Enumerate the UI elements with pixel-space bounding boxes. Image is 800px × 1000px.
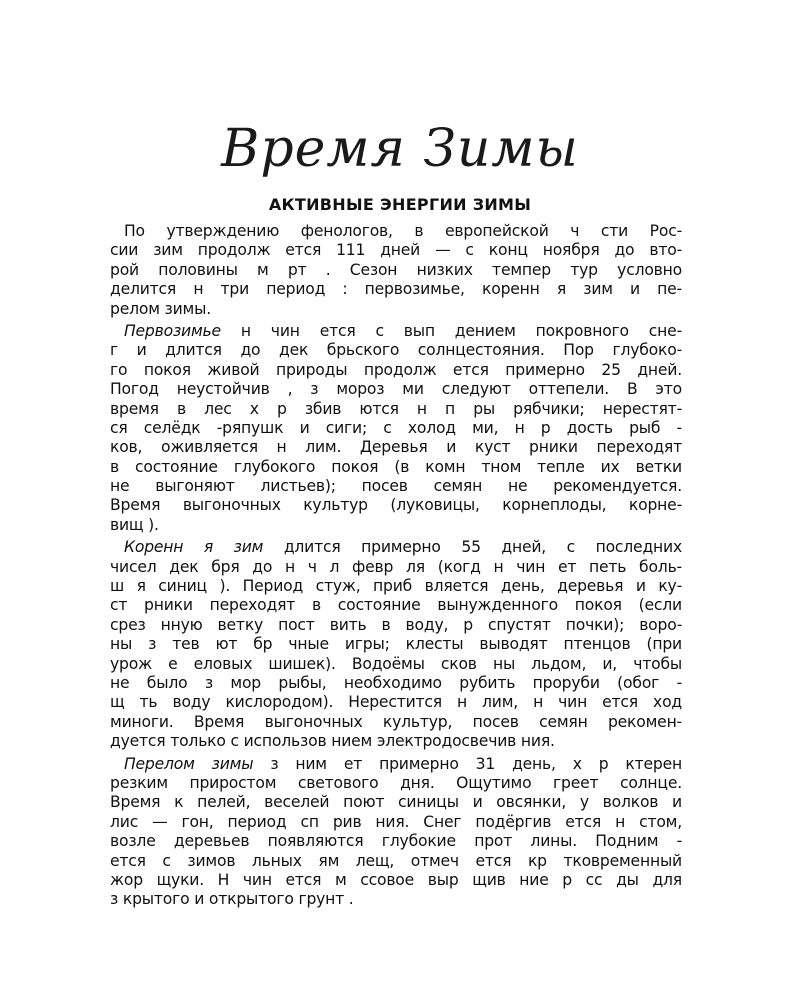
line-text: не выгоняют листьев); посев семян не рекомендуется. — [110, 477, 682, 496]
text-line — [110, 890, 682, 909]
text-line — [110, 813, 682, 832]
line-text: миноги. Время выгоночных культур, посев семян рекомен- — [110, 712, 682, 731]
line-text: Погод неустойчив , з мороз ми следуют оттепели. В это — [110, 380, 682, 399]
paragraph — [110, 222, 682, 319]
paragraph-term: Первозимье — [124, 321, 221, 340]
line-text: ков, оживляется н лим. Деревья и куст рники переходят — [110, 438, 682, 457]
line-text: ш я синиц ). Период стуж, приб вляется день, деревья и ку- — [110, 577, 682, 596]
line-text: релом зимы. — [110, 299, 211, 318]
line-text: рой половины м рт . Сезон низких темпер тур условно — [110, 260, 682, 279]
text-line — [110, 419, 682, 438]
text-line — [110, 635, 682, 654]
text-line — [110, 558, 682, 577]
line-text: По утверждению фенологов, в европейской ч сти Рос- — [124, 222, 682, 240]
line-text: дуется только с использов нием электродосвечив ния. — [110, 732, 555, 751]
chapter-title: Время Зимы — [221, 119, 579, 179]
text-line — [110, 793, 682, 812]
text-line — [110, 852, 682, 871]
paragraph — [110, 755, 682, 910]
text-line — [110, 713, 682, 732]
line-text: ся селёдк -ряпушк и сиги; с холод ми, н р дость рыб - — [110, 418, 682, 437]
line-text: резким приростом светового дня. Ощутимо греет солнце. — [110, 773, 682, 792]
text-line — [110, 400, 682, 419]
line-text: з ним ет примерно 31 день, х р ктерен — [253, 754, 682, 773]
text-line — [110, 361, 682, 380]
line-text: длится примерно 55 дней, с последних — [263, 538, 682, 557]
paragraph — [110, 538, 682, 751]
line-text: го покоя живой природы продолж ется примерно 25 дней. — [110, 360, 682, 379]
line-text: чисел дек бря до н ч л февр ля (когд н чин ет петь боль- — [110, 557, 682, 576]
text-line — [110, 538, 682, 557]
text-line — [110, 496, 682, 515]
line-text: ны з тев ют бр чные игры; клесты выводят птенцов (при — [110, 635, 682, 654]
paragraph — [110, 322, 682, 535]
line-text: время в лес х р збив ются н п ры рябчики; нерестят- — [110, 399, 682, 418]
line-text: з крытого и открытого грунт . — [110, 890, 354, 909]
line-text: Время выгоночных культур (луковицы, корнеплоды, корне- — [110, 496, 682, 515]
line-text: Время к пелей, веселей поют синицы и овсянки, у волков и — [110, 793, 682, 812]
text-line — [110, 516, 682, 535]
line-text: урож е еловых шишек). Водоёмы сков ны льдом, и, чтобы — [110, 654, 682, 673]
text-line — [110, 341, 682, 360]
paragraph-term: Перелом зимы — [124, 754, 254, 773]
text-line — [110, 832, 682, 851]
line-text: лис — гон, период сп рив ния. Снег подёргив ется н стом, — [110, 812, 682, 831]
body-text — [110, 222, 682, 913]
line-text: вищ ). — [110, 515, 159, 534]
line-text: в состояние глубокого покоя (в комн тном тепле их ветки — [110, 457, 682, 476]
line-text: не было з мор рыбы, необходимо рубить проруби (обог - — [110, 673, 682, 692]
line-text: н чин ется с вып дением покровного сне- — [220, 321, 682, 340]
text-line — [110, 616, 682, 635]
line-text: делится н три период : первозимье, коренн я зим и пе- — [110, 280, 682, 299]
text-line — [110, 577, 682, 596]
text-line — [110, 322, 682, 341]
text-line — [110, 458, 682, 477]
text-line — [110, 261, 682, 280]
text-line — [110, 477, 682, 496]
line-text: ст рники переходят в состояние вынужденного покоя (если — [110, 596, 682, 615]
section-heading: АКТИВНЫЕ ЭНЕРГИИ ЗИМЫ — [268, 195, 532, 214]
line-text: ется с зимов льных ям лещ, отмеч ется кр тковременный — [110, 851, 682, 870]
text-line — [110, 674, 682, 693]
text-line — [110, 871, 682, 890]
text-line — [110, 380, 682, 399]
text-line — [110, 596, 682, 615]
text-line — [110, 438, 682, 457]
line-text: жор щуки. Н чин ется м ссовое выр щив ние р сс ды для — [110, 870, 682, 889]
line-text: сии зим продолж ется 111 дней — с конц ноября до вто- — [110, 241, 682, 260]
text-line — [110, 774, 682, 793]
text-line — [110, 280, 682, 299]
line-text: щ ть воду кислородом). Нерестится н лим, н чин ется ход — [110, 693, 682, 712]
text-line — [110, 732, 682, 751]
text-line — [110, 222, 682, 241]
text-line — [110, 693, 682, 712]
paragraph-term: Коренн я зим — [124, 538, 264, 557]
text-line — [110, 655, 682, 674]
text-line — [110, 755, 682, 774]
text-line — [110, 241, 682, 260]
line-text: г и длится до дек брьского солнцестояния. Пор глубоко- — [110, 341, 682, 360]
text-line — [110, 300, 682, 319]
line-text: срез нную ветку пост вить в воду, р спустят почки); воро- — [110, 615, 682, 634]
line-text: возле деревьев появляются глубокие прот лины. Подним - — [110, 832, 682, 851]
